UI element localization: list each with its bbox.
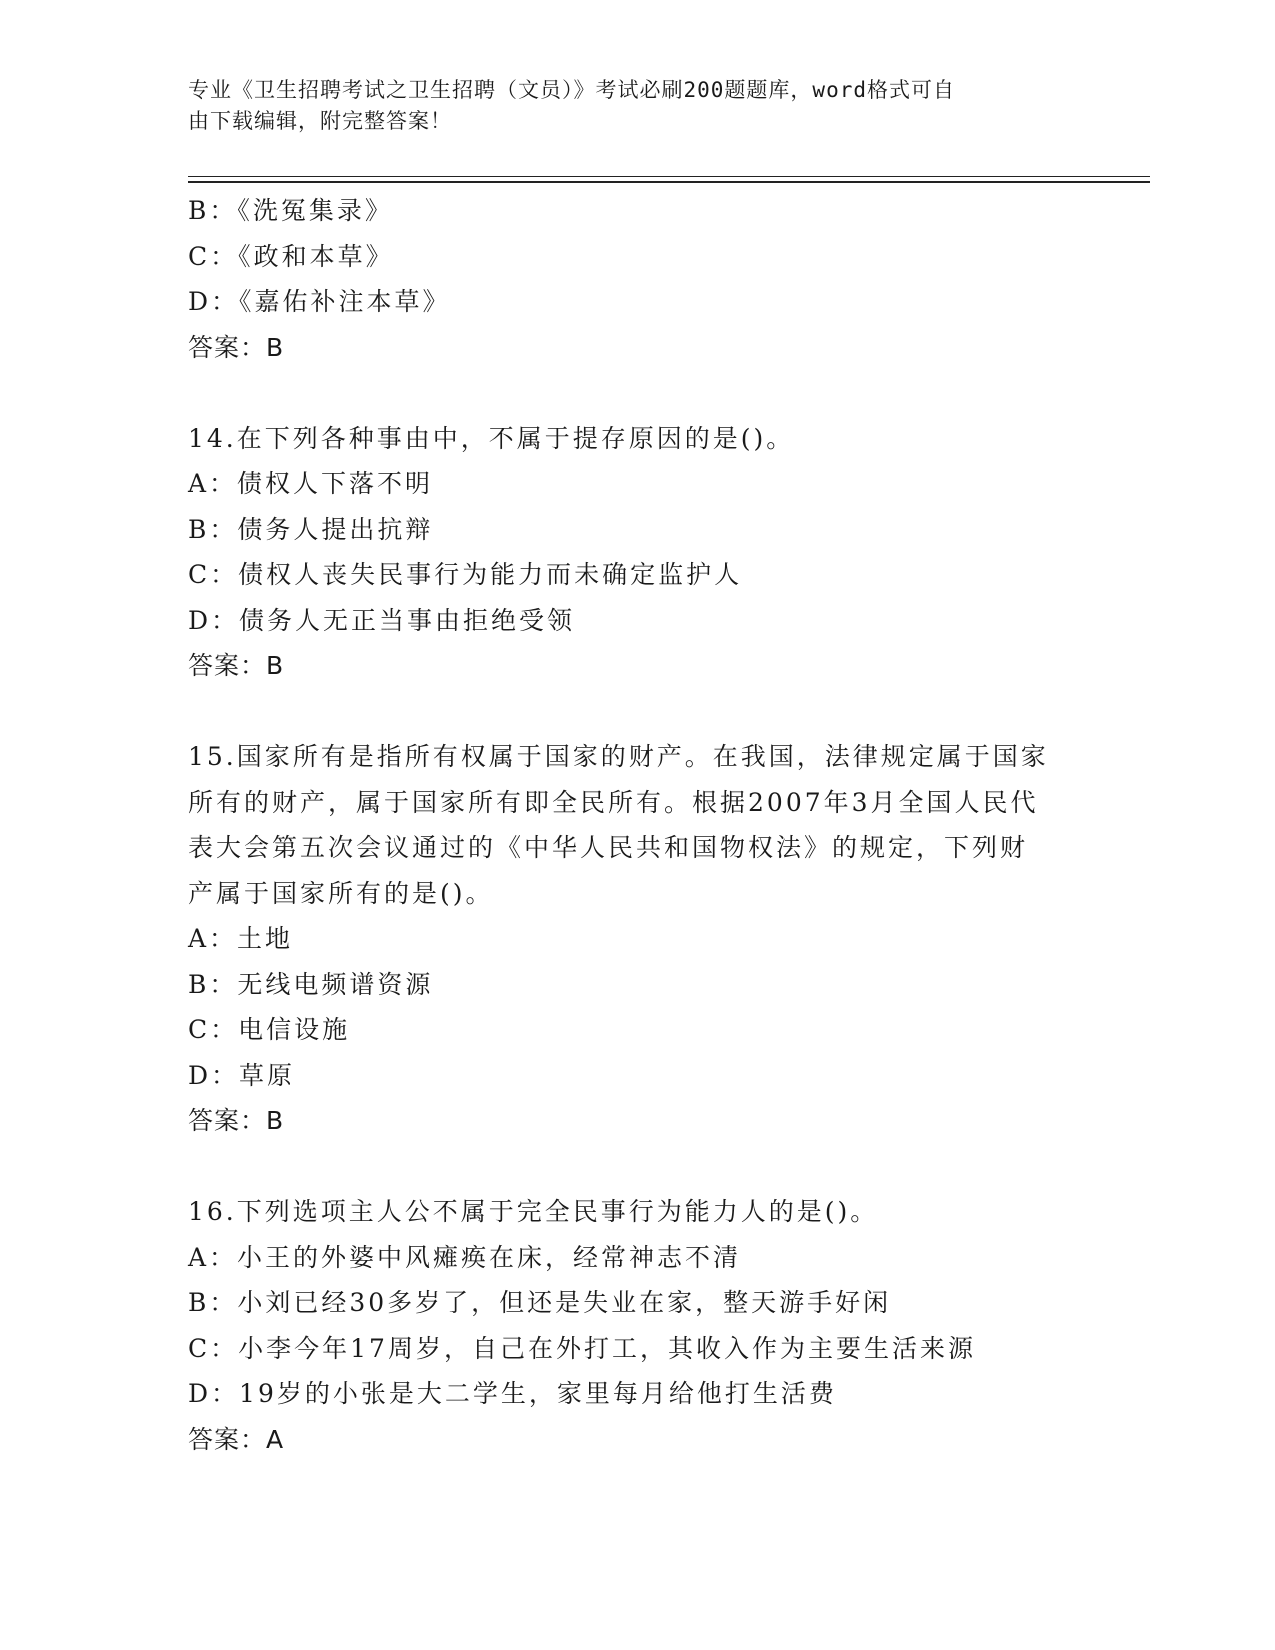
q15-stem-line: 所有的财产，属于国家所有即全民所有。根据2007年3月全国人民代 bbox=[188, 787, 1039, 817]
q15-answer: 答案：B bbox=[188, 1106, 285, 1135]
spacer bbox=[188, 370, 1068, 416]
question-14 bbox=[188, 416, 1068, 689]
question-13 bbox=[188, 188, 1068, 370]
q14-option-a: A：债权人下落不明 bbox=[188, 469, 434, 498]
header-line-2: 由下载编辑，附完整答案！ bbox=[188, 109, 452, 133]
q15-option-d: D：草原 bbox=[188, 1060, 296, 1090]
q15-stem-line: 表大会第五次会议通过的《中华人民共和国物权法》的规定，下列财 bbox=[188, 833, 1029, 862]
q14-answer: 答案：B bbox=[188, 651, 285, 680]
q14-option-d: D：债务人无正当事由拒绝受领 bbox=[188, 605, 576, 635]
question-16 bbox=[188, 1189, 1068, 1462]
q14-stem: 14.在下列各种事由中，不属于提存原因的是()。 bbox=[188, 423, 795, 453]
q14-option-c: C：债权人丧失民事行为能力而未确定监护人 bbox=[188, 560, 743, 589]
q13-answer: 答案：B bbox=[188, 332, 285, 362]
q15-option-b: B：无线电频谱资源 bbox=[188, 969, 434, 999]
header-divider-thin bbox=[188, 176, 1150, 177]
q15-stem-line: 15.国家所有是指所有权属于国家的财产。在我国，法律规定属于国家 bbox=[188, 742, 1049, 771]
header-divider-thick bbox=[188, 181, 1150, 183]
q13-option-d: D：《嘉佑补注本草》 bbox=[188, 287, 451, 316]
q15-option-c: C：电信设施 bbox=[188, 1015, 351, 1044]
question-content bbox=[188, 188, 1068, 1462]
q15-stem-line: 产属于国家所有的是()。 bbox=[188, 878, 494, 908]
q16-option-a: A：小王的外婆中风瘫痪在床，经常神志不清 bbox=[188, 1242, 742, 1272]
spacer bbox=[188, 689, 1068, 735]
q16-stem: 16.下列选项主人公不属于完全民事行为能力人的是()。 bbox=[188, 1197, 879, 1226]
q13-option-b: B：《洗冤集录》 bbox=[188, 196, 393, 225]
q14-option-b: B：债务人提出抗辩 bbox=[188, 514, 434, 544]
header-line-1: 专业《卫生招聘考试之卫生招聘（文员）》考试必刷200题题库，word格式可自 bbox=[188, 78, 955, 102]
q16-option-d: D：19岁的小张是大二学生，家里每月给他打生活费 bbox=[188, 1379, 837, 1408]
question-15 bbox=[188, 734, 1068, 1144]
q16-answer: 答案：A bbox=[188, 1424, 285, 1454]
q15-stem bbox=[188, 734, 1068, 916]
q16-option-c: C：小李今年17周岁，自己在外打工，其收入作为主要生活来源 bbox=[188, 1333, 976, 1363]
q16-option-b: B：小刘已经30多岁了，但还是失业在家，整天游手好闲 bbox=[188, 1288, 892, 1317]
document-header bbox=[188, 75, 1068, 137]
spacer bbox=[188, 1144, 1068, 1190]
q15-option-a: A：土地 bbox=[188, 924, 294, 953]
q13-option-c: C：《政和本草》 bbox=[188, 241, 394, 271]
